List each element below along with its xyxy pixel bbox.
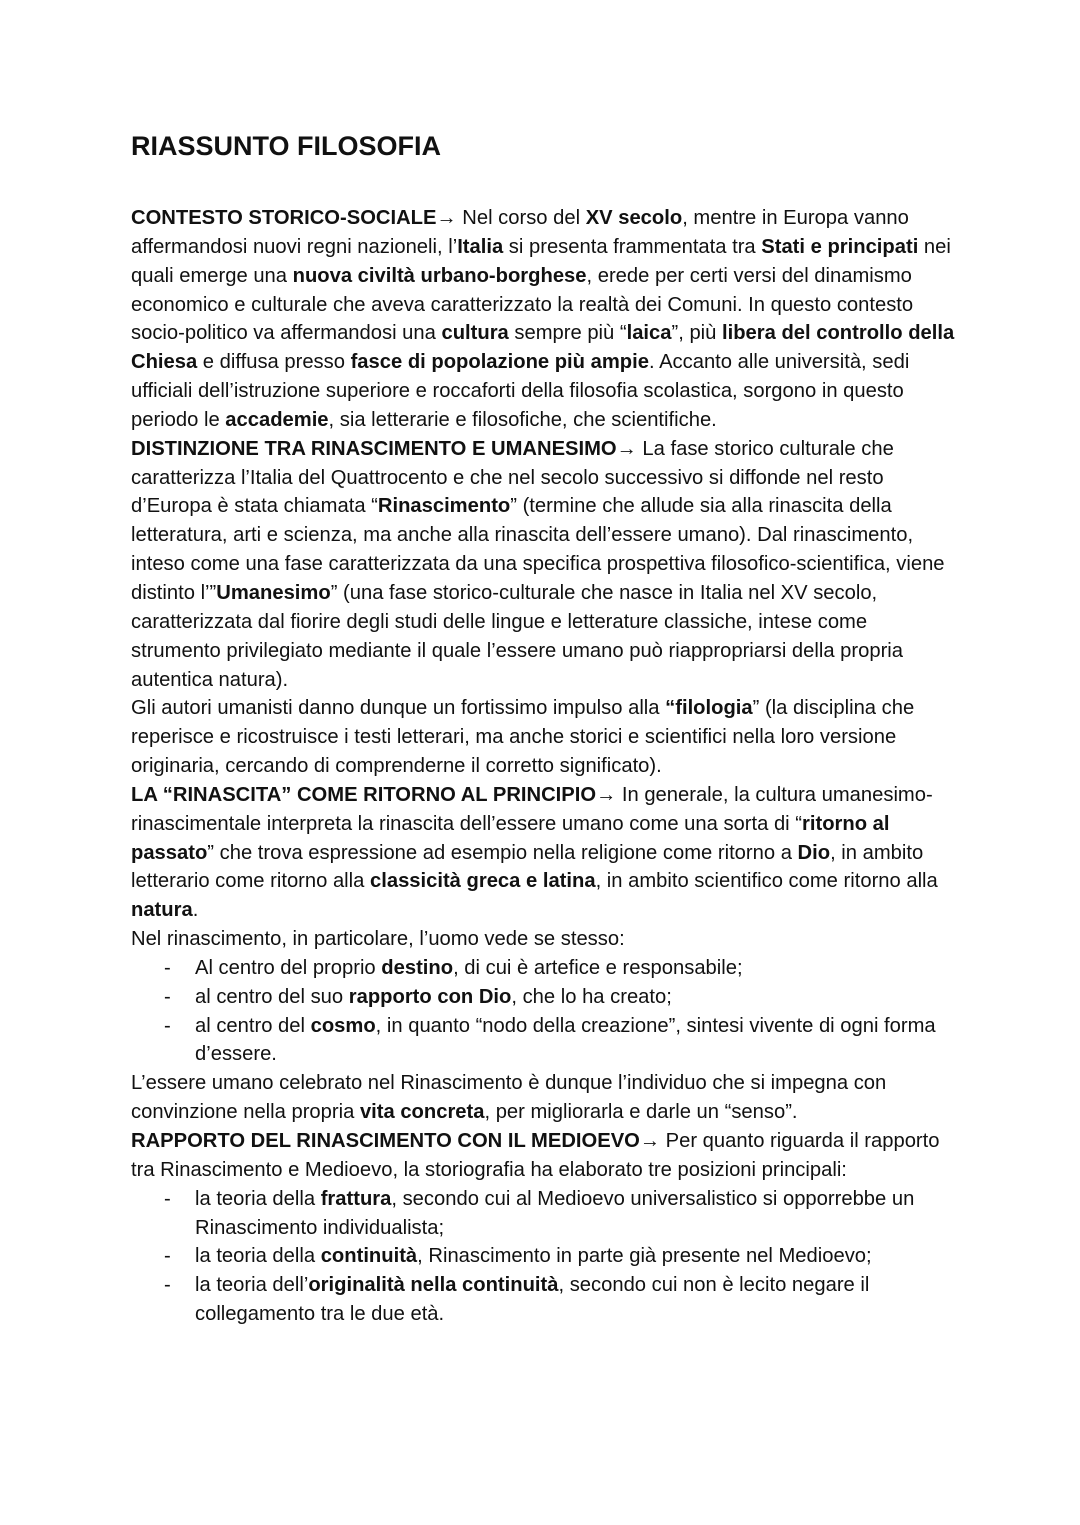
text: la teoria della [195, 1187, 321, 1210]
bold-text: Dio [797, 841, 831, 864]
dash-bullet-icon: - [164, 956, 171, 979]
text: ”, più [671, 322, 722, 345]
paragraph [131, 204, 961, 435]
bold-text: rapporto con Dio [348, 985, 512, 1008]
text: al centro del suo [195, 985, 349, 1008]
dash-list [131, 954, 961, 1069]
bold-text: cosmo [310, 1014, 376, 1037]
bold-text: CONTESTO STORICO-SOCIALE [131, 207, 437, 229]
document-page [131, 128, 961, 1329]
paragraph [131, 781, 961, 925]
text: , in ambito scientifico come ritorno alla [595, 870, 938, 893]
text: , erede per certi versi del dinamismo economico e culturale che aveva caratterizzato la realtà dei Comuni. In questo contesto socio-politico va affermandosi una [131, 264, 914, 345]
bold-text: laica [626, 322, 672, 345]
text: . [192, 899, 199, 922]
dash-bullet-icon: - [164, 1014, 171, 1037]
bold-text: Umanesimo [216, 581, 331, 604]
text: → In generale, la cultura umanesimo-rinascimentale interpreta la rinascita dell’essere umano come una sorta di “ [131, 783, 933, 835]
text: , in ambito letterario come ritorno alla [131, 841, 924, 893]
dash-bullet-icon: - [164, 1245, 171, 1268]
list-item [131, 1185, 961, 1243]
text: , che lo ha creato; [511, 985, 672, 1008]
text: → La fase storico culturale che caratterizza l’Italia del Quattrocento e che nel secolo successivo si diffonde nel resto d’Europa è stata chiamata “ [131, 437, 894, 518]
dash-bullet-icon: - [164, 985, 171, 1008]
text: al centro del [195, 1014, 311, 1037]
bold-text: Stati e principati [761, 235, 919, 258]
list-item [131, 1012, 961, 1070]
list-item [131, 983, 961, 1012]
text: Al centro del proprio [195, 956, 382, 979]
list-item [131, 954, 961, 983]
text: , sia letterarie e filosofiche, che scientifiche. [328, 408, 717, 431]
text: si presenta frammentata tra [503, 235, 762, 258]
bold-text: vita concreta [359, 1101, 485, 1124]
paragraph [131, 925, 961, 954]
list-item [131, 1271, 961, 1329]
text: , di cui è artefice e responsabile; [453, 956, 743, 979]
text: L’essere umano celebrato nel Rinascimento è dunque l’individuo che si impegna con convinzione nella propria [131, 1072, 887, 1124]
bold-text: continuità [320, 1245, 418, 1268]
text: la teoria della [195, 1245, 321, 1268]
dash-bullet-icon: - [164, 1274, 171, 1297]
bold-text: Rinascimento [377, 495, 511, 518]
bold-text: RAPPORTO DEL RINASCIMENTO CON IL MEDIOEVO [131, 1130, 640, 1152]
text: ” (la disciplina che reperisce e ricostruisce i testi letterari, ma anche storici e scientifici nella loro versione originaria, cercando di comprenderne il corretto significato). [131, 697, 915, 778]
text: ” che trova espressione ad esempio nella religione come ritorno a [207, 841, 798, 864]
text: nei quali emerge una [131, 235, 951, 287]
bold-text: XV secolo [585, 207, 683, 229]
bold-text: cultura [441, 322, 509, 345]
document-body [131, 204, 961, 1329]
list-item [131, 1242, 961, 1271]
text: ” (una fase storico-culturale che nasce in Italia nel XV secolo, caratterizzata dal fiorire degli studi delle lingue e letterature classiche, intese come strumento privilegiato mediante il quale l’essere umano può riappropriarsi della propria autentica natura). [131, 581, 904, 691]
bold-text: accademie [225, 408, 329, 431]
text: , Rinascimento in parte già presente nel Medioevo; [417, 1245, 872, 1268]
bold-text: Italia [457, 235, 504, 258]
text: , secondo cui non è lecito negare il collegamento tra le due età. [195, 1274, 870, 1326]
text: → Nel corso del [436, 207, 586, 229]
bold-text: DISTINZIONE TRA RINASCIMENTO E UMANESIMO [131, 437, 617, 460]
text: , mentre in Europa vanno affermandosi nuovi regni nazioneli, l’ [131, 207, 909, 258]
text: la teoria dell’ [195, 1274, 309, 1297]
dash-list [131, 1185, 961, 1329]
text: sempre più “ [508, 322, 627, 345]
bold-text: classicità greca e latina [370, 870, 596, 893]
text: Nel rinascimento, in particolare, l’uomo vede se stesso: [131, 928, 625, 951]
text: ” (termine che allude sia alla rinascita della letteratura, arti e scienza, ma anche alla rinascita dell’essere umano). Dal rinascimento, inteso come una fase caratterizzata da una specifica prospettiva filosofico-scientifica, viene distinto l’” [131, 495, 945, 604]
bold-text: destino [381, 956, 454, 979]
text: Gli autori umanisti danno dunque un fortissimo impulso alla [131, 697, 666, 720]
bold-text: nuova civiltà urbano-borghese [292, 264, 587, 287]
bold-text: fasce di popolazione più ampie [350, 351, 649, 374]
text: . Accanto alle università, sedi ufficiali dell’istruzione superiore e roccaforti della filosofia scolastica, sorgono in questo periodo le [131, 351, 910, 431]
text: e diffusa presso [197, 351, 351, 374]
bold-text: ritorno al passato [131, 812, 890, 864]
paragraph [131, 435, 961, 695]
text: → Per quanto riguarda il rapporto tra Rinascimento e Medioevo, la storiografia ha elaborato tre posizioni principali: [131, 1130, 940, 1181]
bold-text: originalità nella continuità [308, 1274, 559, 1297]
bold-text: libera del controllo della Chiesa [131, 322, 955, 374]
bold-text: frattura [320, 1187, 392, 1210]
bold-text: “filologia [665, 697, 753, 720]
text: , secondo cui al Medioevo universalistico si opporrebbe un Rinascimento individualista; [195, 1187, 915, 1239]
bold-text: natura [131, 899, 193, 922]
text: , in quanto “nodo della creazione”, sintesi vivente di ogni forma d’essere. [195, 1014, 936, 1066]
text: , per migliorarla e darle un “senso”. [484, 1101, 798, 1124]
document-title: RIASSUNTO FILOSOFIA [131, 131, 442, 161]
dash-bullet-icon: - [164, 1187, 171, 1210]
paragraph [131, 694, 961, 781]
paragraph [131, 1127, 961, 1185]
bold-text: LA “RINASCITA” COME RITORNO AL PRINCIPIO [131, 783, 597, 806]
paragraph [131, 1069, 961, 1127]
